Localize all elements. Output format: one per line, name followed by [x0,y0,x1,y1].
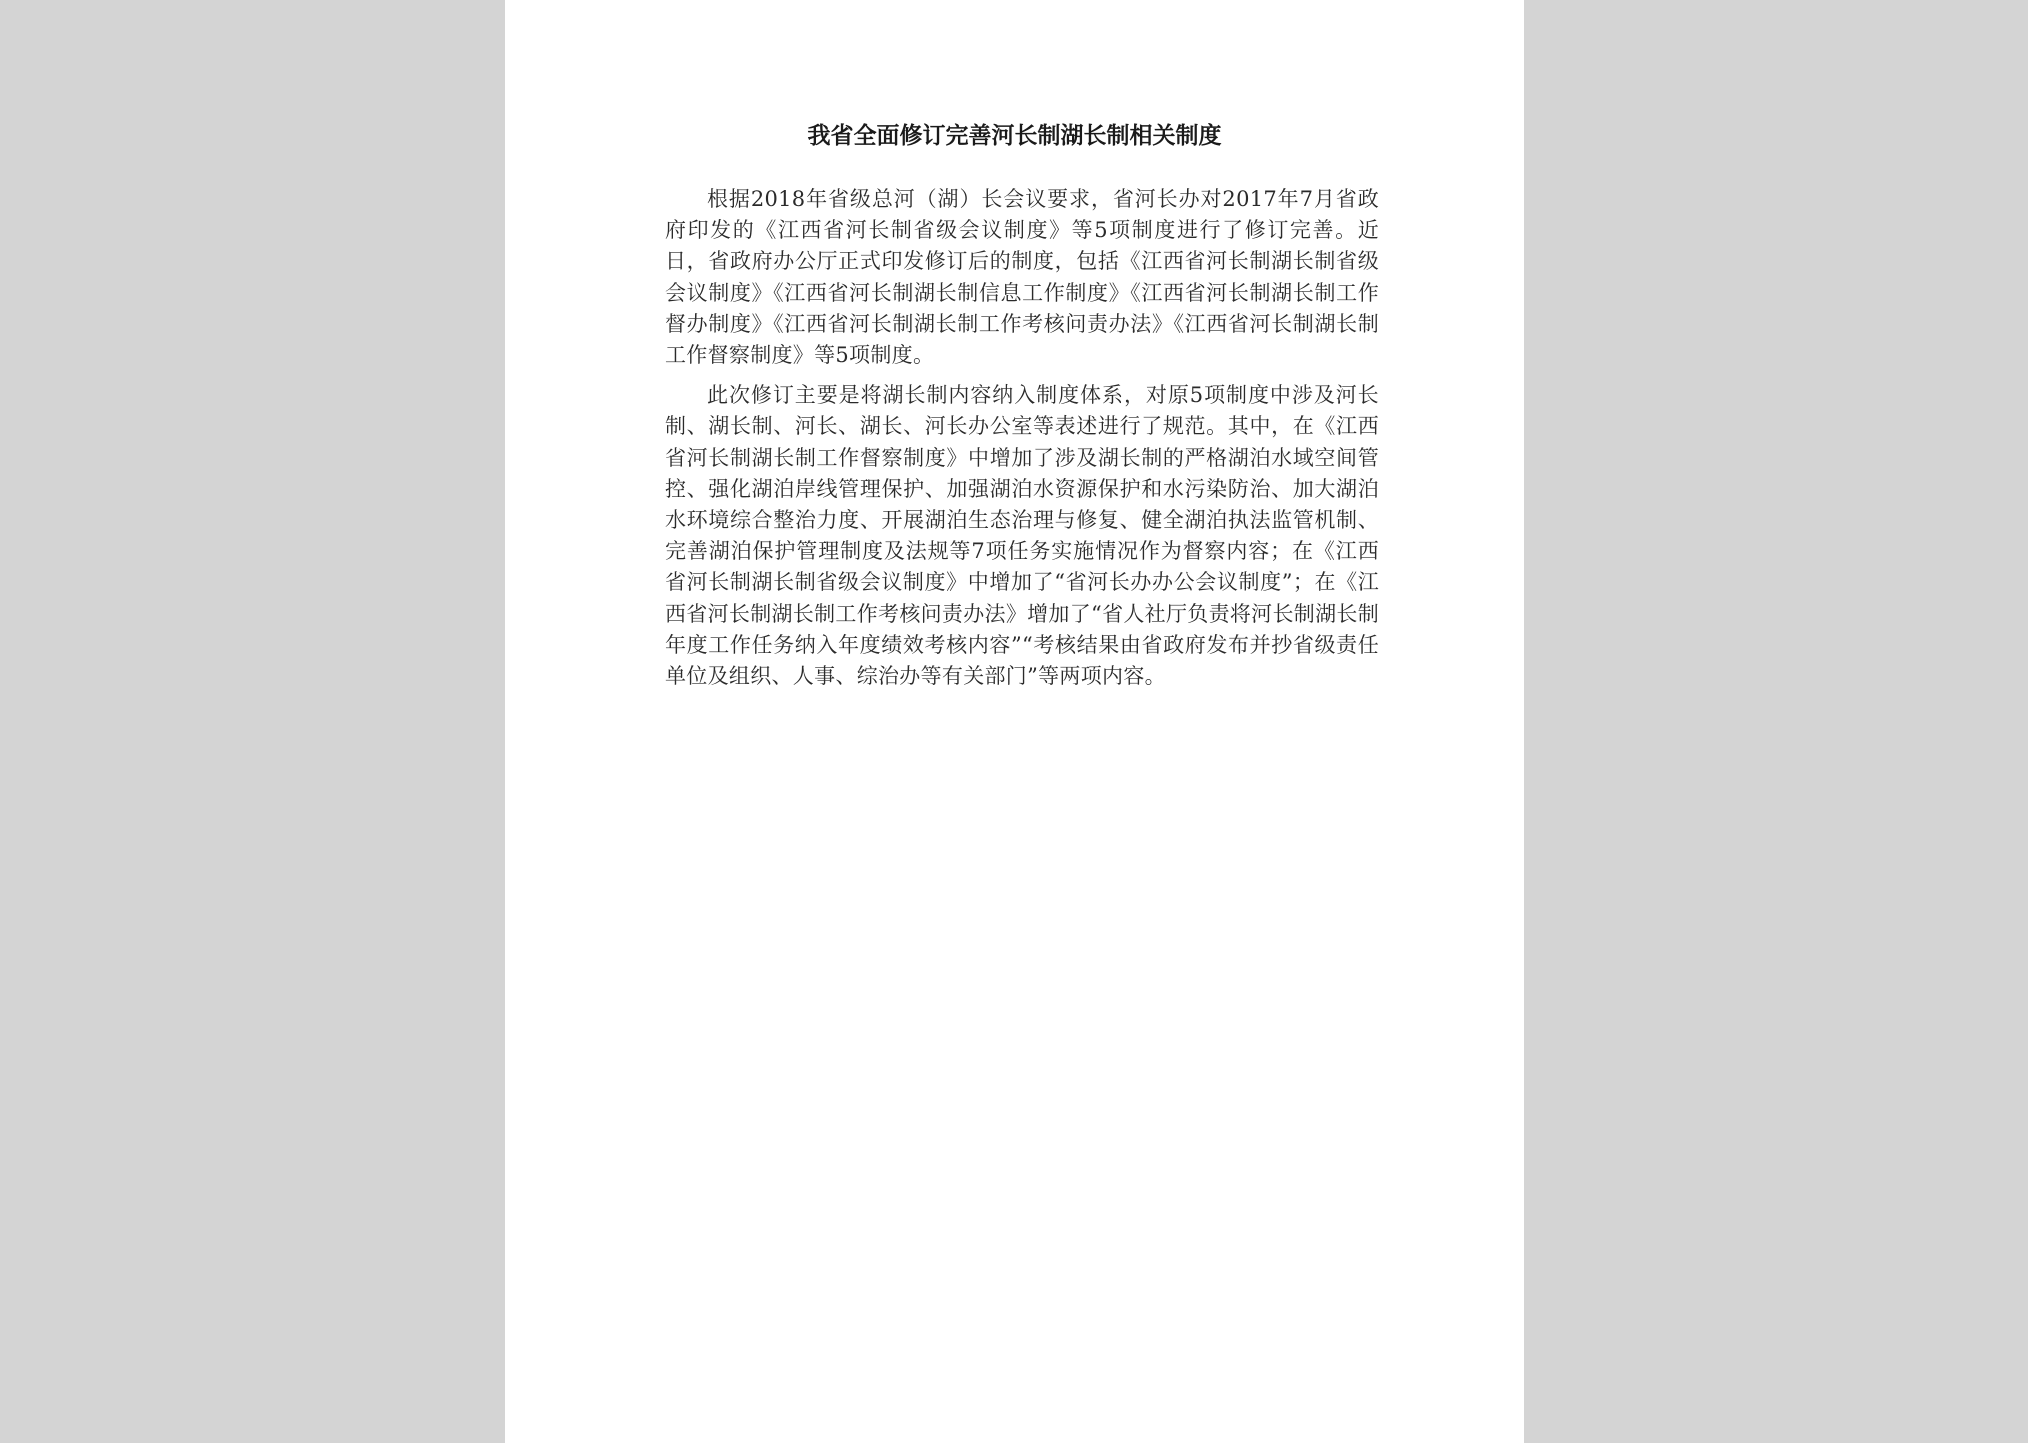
paragraph-2: 此次修订主要是将湖长制内容纳入制度体系，对原5项制度中涉及河长制、湖长制、河长、湖长、河长办公室等表述进行了规范。其中，在《江西省河长制湖长制工作督察制度》中增加了涉及湖长制的严格湖泊水域空间管控、强化湖泊岸线管理保护、加强湖泊水资源保护和水污染防治、加大湖泊水环境综合整治力度、开展湖泊生态治理与修复、健全湖泊执法监管机制、完善湖泊保护管理制度及法规等7项任务实施情况作为督察内容；在《江西省河长制湖长制省级会议制度》中增加了“省河长办办公会议制度”；在《江西省河长制湖长制工作考核问责办法》增加了“省人社厅负责将河长制湖长制年度工作任务纳入年度绩效考核内容”“考核结果由省政府发布并抄省级责任单位及组织、人事、综治办等有关部门”等两项内容。 [665,383,1379,689]
document-title: 我省全面修订完善河长制湖长制相关制度 [807,123,1222,149]
document-page [505,0,1524,1443]
document-body [665,184,1379,701]
paragraph-1: 根据2018年省级总河（湖）长会议要求，省河长办对2017年7月省政府印发的《江西省河长制省级会议制度》等5项制度进行了修订完善。近日，省政府办公厅正式印发修订后的制度，包括《江西省河长制湖长制省级会议制度》《江西省河长制湖长制信息工作制度》《江西省河长制湖长制工作督办制度》《江西省河长制湖长制工作考核问责办法》《江西省河长制湖长制工作督察制度》等5项制度。 [665,187,1379,368]
